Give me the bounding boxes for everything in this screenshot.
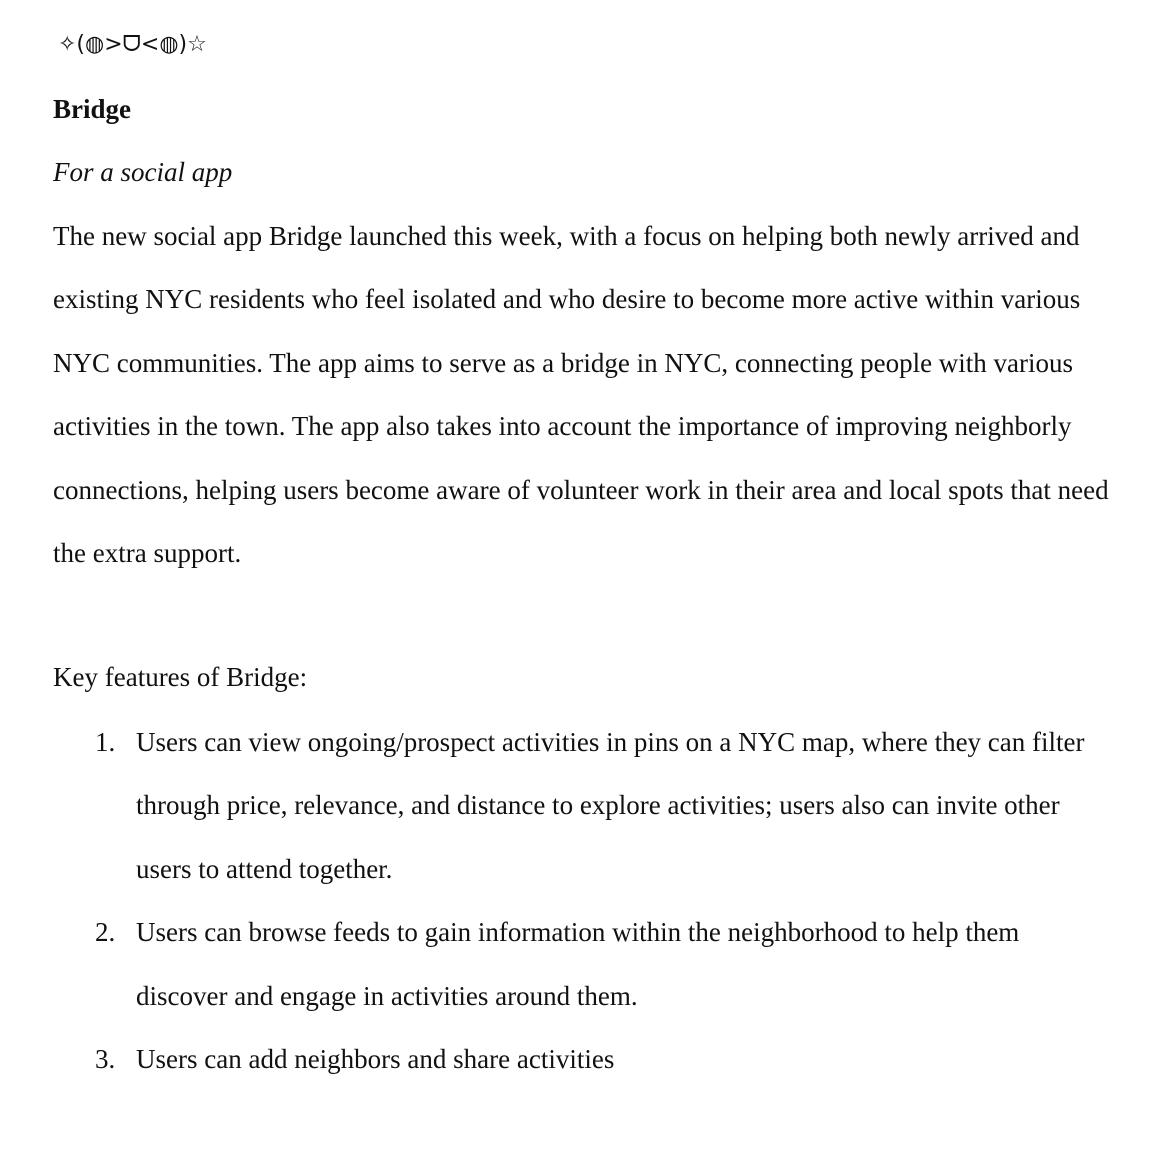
feature-number: 2.: [95, 917, 116, 948]
features-heading: Key features of Bridge:: [53, 662, 308, 692]
feature-item: [53, 901, 1115, 1028]
document-title: Bridge: [53, 94, 131, 124]
feature-number: 1.: [95, 727, 116, 757]
intro-paragraph: The new social app Bridge launched this week, with a focus on helping both newly arrived and existing NYC residents who feel isolated and who desire to become more active within various NYC communities. The app aims to serve as a bridge in NYC, connecting people with various activities in the town. The app also takes into account the importance of improving neighborly connections, helping users become aware of volunteer work in their area and local spots that need the extra support.: [53, 221, 1109, 569]
feature-text: Users can add neighbors and share activities: [136, 1044, 615, 1075]
feature-number: 3.: [95, 1044, 116, 1075]
feature-text: Users can browse feeds to gain information within the neighborhood to help them discover and engage in activities around them.: [136, 917, 1020, 1011]
feature-item: [53, 711, 1115, 901]
features-list: [53, 711, 1115, 1091]
kaomoji-decoration: ✧(◍>ᗜ<◍)☆: [58, 32, 207, 57]
feature-text: Users can view ongoing/prospect activities in pins on a NYC map, where they can filter through price, relevance, and distance to explore activities; users also can invite other users to attend together.: [136, 727, 1085, 884]
feature-item: [53, 1028, 1115, 1091]
document-subtitle: For a social app: [53, 157, 233, 187]
